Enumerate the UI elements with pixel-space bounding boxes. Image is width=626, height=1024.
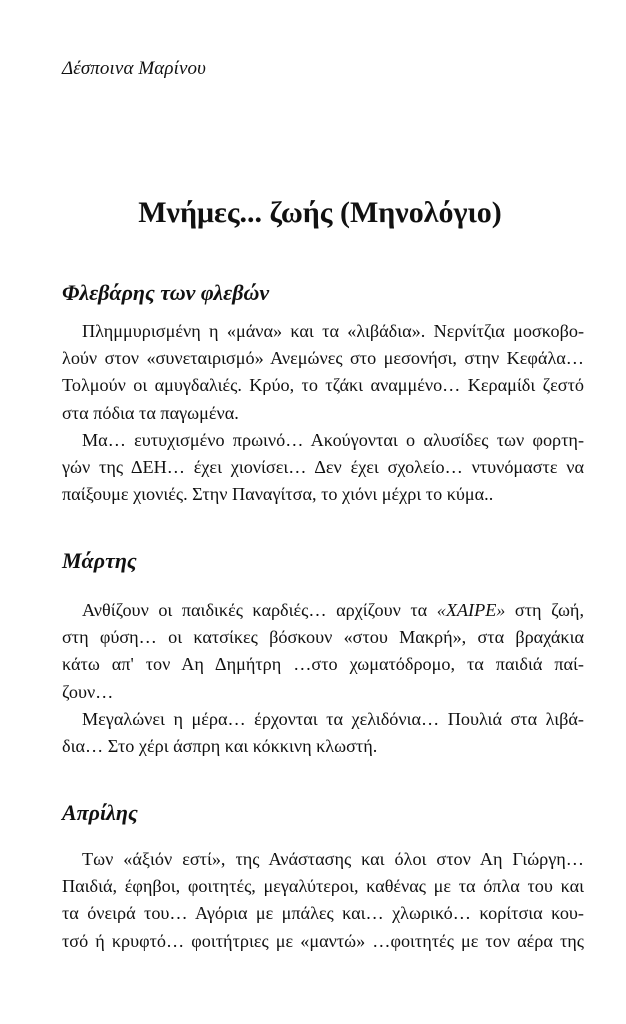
chapter-title: Μνήμες... ζωής (Μηνολόγιο) [138, 196, 502, 229]
text-line: λούν στον «συνεταιρισμό» Ανεμώνες στο μεσονήσι, στην Κεφάλα… [62, 348, 584, 369]
text-line: Παιδιά, έφηβοι, φοιτητές, μεγαλύτεροι, καθένας με τα όπλα του και [62, 876, 584, 897]
text-line: τσό ή κρυφτό… φοιτήτριες με «μαντώ» …φοιτητές με τον αέρα της [62, 930, 584, 951]
text-run: Ανθίζουν οι παιδικές καρδιές… αρχίζουν τα [82, 600, 437, 620]
section-heading-march: Μάρτης [62, 548, 137, 573]
section-heading-february: Φλεβάρης των φλεβών [62, 280, 270, 305]
text-line: Τολμούν οι αμυγδαλιές. Κρύο, το τζάκι αναμμένο… Κεραμίδι ζεστό [62, 375, 584, 396]
text-line: Των «άξιόν εστί», της Ανάστασης και όλοι στον Αη Γιώργη… [82, 849, 584, 869]
text-line: δια… Στο χέρι άσπρη και κόκκινη κλωστή. [62, 736, 378, 757]
text-line: γών της ΔΕΗ… έχει χιονίσει… Δεν έχει σχολείο… ντυνόμαστε να [62, 457, 584, 478]
running-head-author: Δέσποινα Μαρίνου [62, 58, 206, 79]
text-line: Μα… ευτυχισμένο πρωινό… Ακούγονται ο αλυσίδες των φορτη- [82, 429, 584, 450]
section-body-april [62, 846, 584, 955]
text-line: ζουν… [62, 681, 114, 702]
text-line: στα πόδια τα παγωμένα. [62, 402, 239, 423]
text-line: Πλημμυρισμένη η «μάνα» και τα «λιβάδια». Νερνίτζια μοσκοβο- [82, 321, 584, 341]
text-line: παίξουμε χιονιές. Στην Παναγίτσα, το χιόνι μέχρι το κύμα.. [62, 484, 494, 505]
section-heading-april: Απρίλης [62, 800, 138, 825]
text-run: στη ζωή, [505, 600, 584, 620]
text-line: τα όνειρά του… Αγόρια με μπάλες και… χλωρικό… κορίτσια κου- [62, 903, 584, 924]
text-line: κάτω απ' τον Αη Δημήτρη …στο χωματόδρομο, τα παιδιά παί- [62, 654, 584, 675]
text-line [62, 597, 584, 624]
text-line: Μεγαλώνει η μέρα… έρχονται τα χελιδόνια… Πουλιά στα λιβά- [82, 708, 584, 729]
section-body-february [62, 318, 584, 508]
emphasis-text: «ΧΑΙΡΕ» [436, 600, 506, 620]
section-body-march [62, 597, 584, 760]
text-line: στη φύση… οι κατσίκες βόσκουν «στου Μακρή», στα βραχάκια [62, 627, 584, 648]
